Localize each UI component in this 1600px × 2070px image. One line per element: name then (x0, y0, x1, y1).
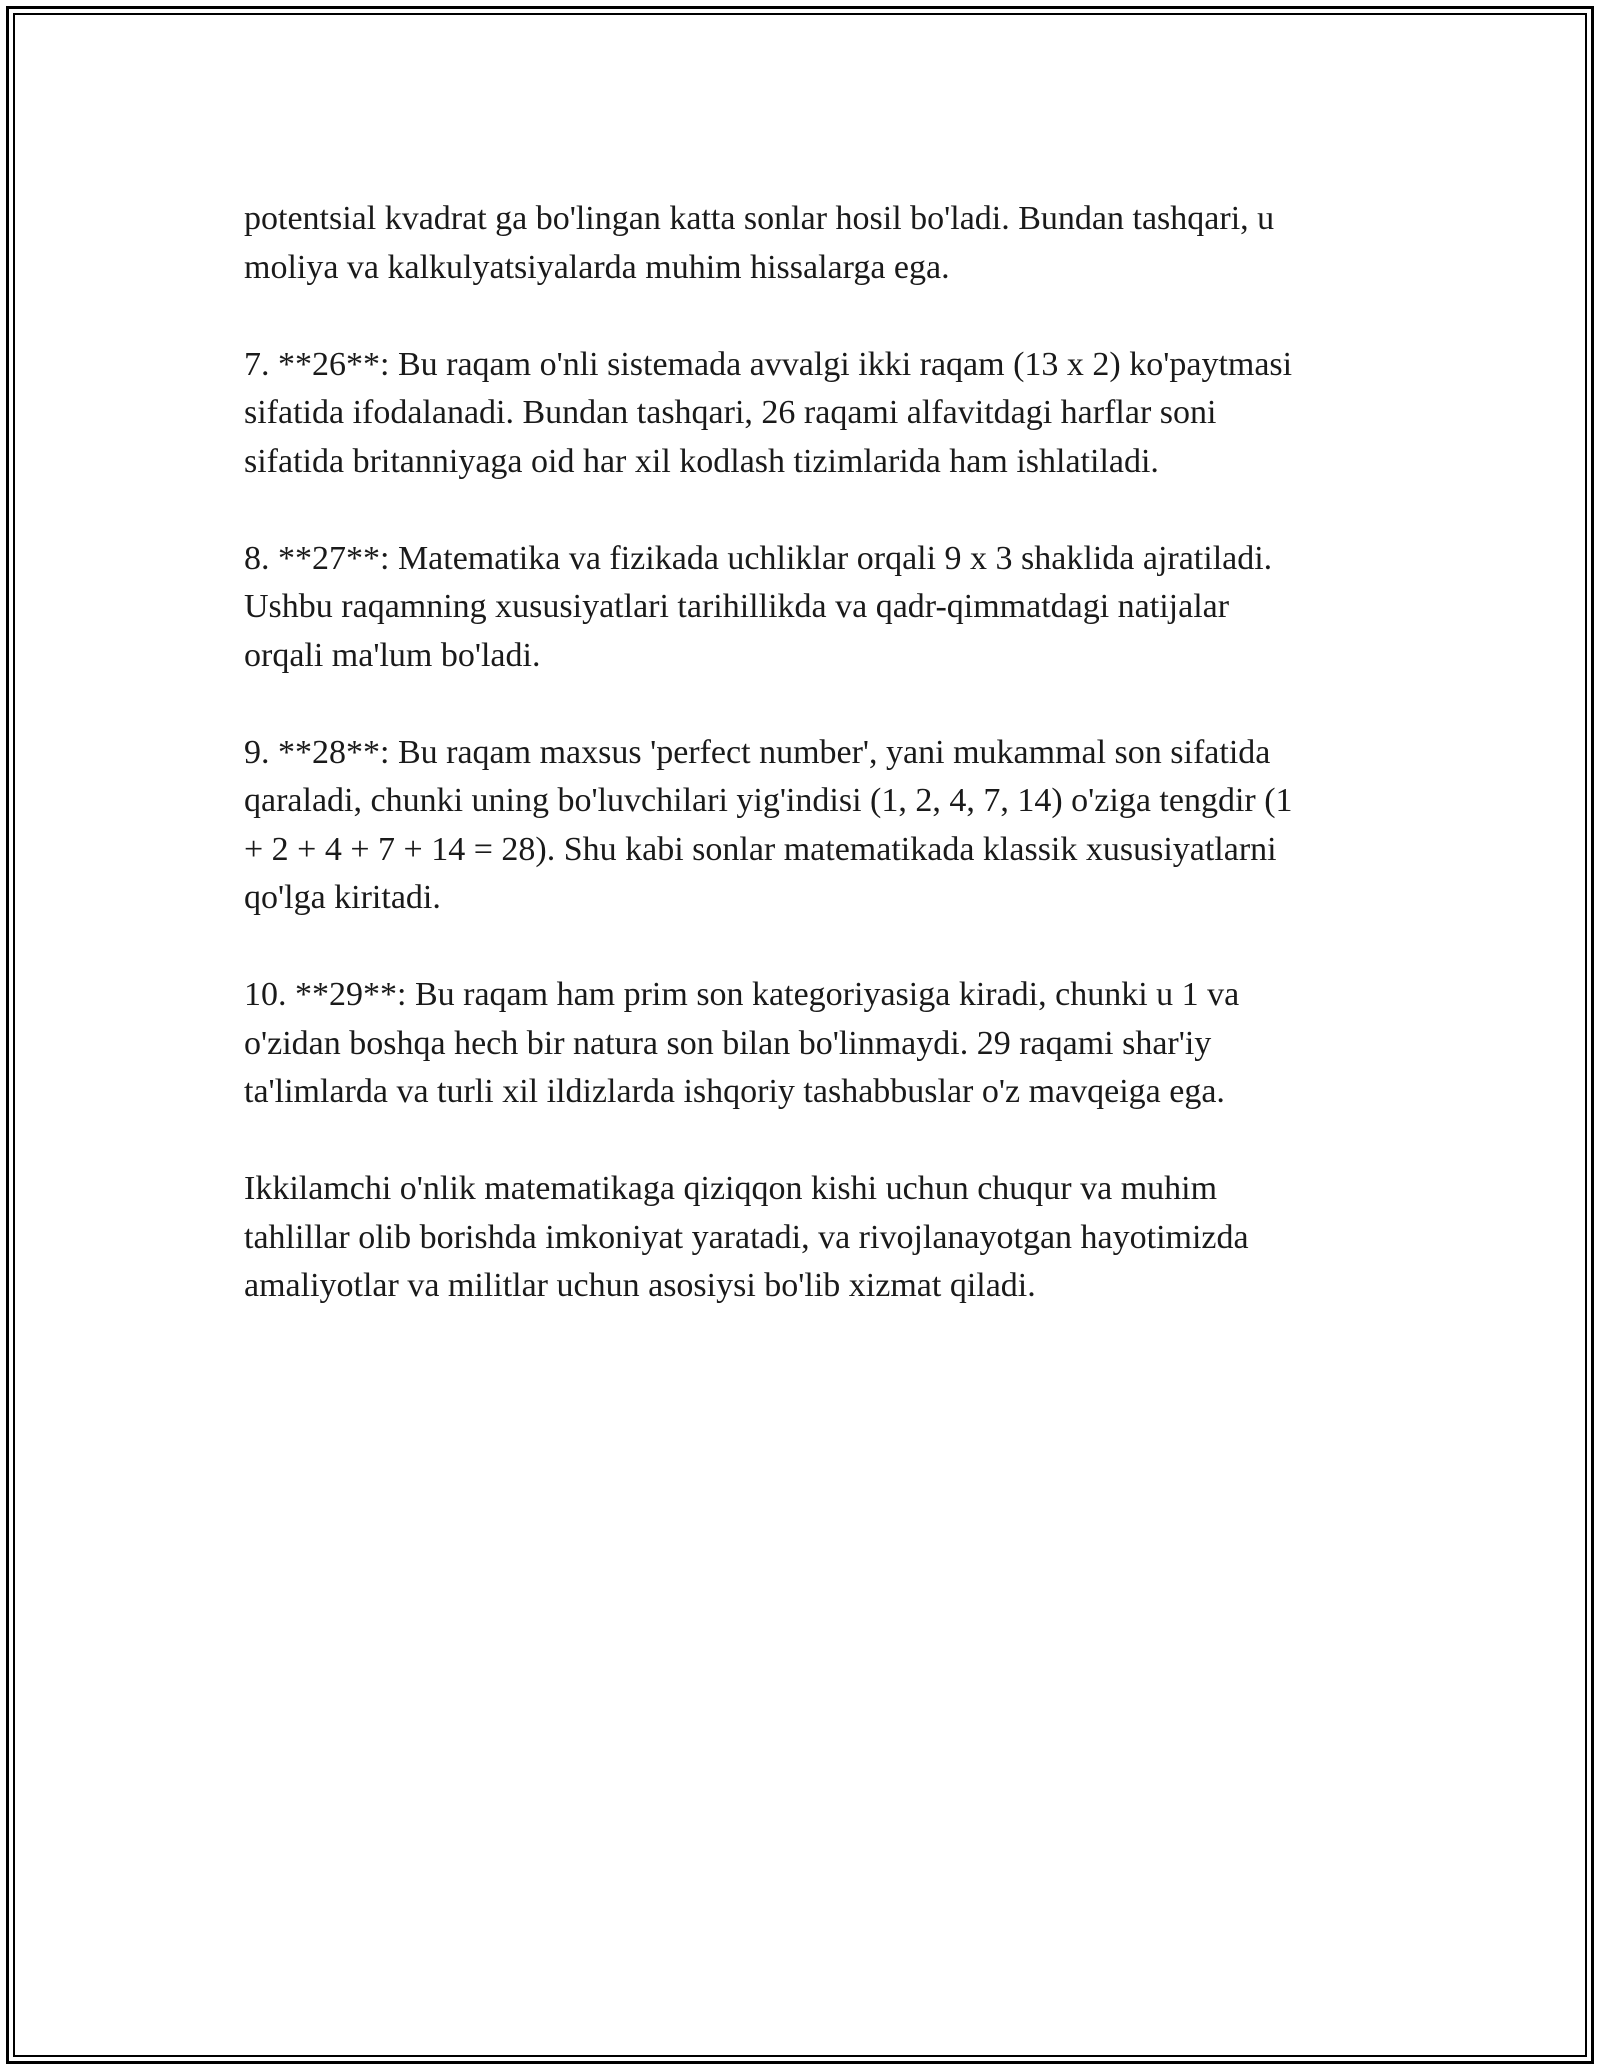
paragraph-item-10: 10. **29**: Bu raqam ham prim son kategoriyasiga kiradi, chunki u 1 va o'zidan boshqa hech bir natura son bilan bo'linmaydi. 29 raqami shar'iy ta'limlarda va turli xil ildizlarda ishqoriy tashabbuslar o'z mavqeiga ega. (244, 976, 1240, 1110)
paragraph-conclusion: Ikkilamchi o'nlik matematikaga qiziqqon kishi uchun chuqur va muhim tahlillar olib borishda imkoniyat yaratadi, va rivojlanayotgan hayotimizda amaliyotlar va militlar uchun asosiysi bo'lib xizmat qiladi. (244, 1170, 1249, 1304)
page-border (6, 6, 1594, 2064)
paragraph-continuation: potentsial kvadrat ga bo'lingan katta sonlar hosil bo'ladi. Bundan tashqari, u moliya va kalkulyatsiyalarda muhim hissalarga ega. (244, 200, 1275, 286)
paragraph-item-9: 9. **28**: Bu raqam maxsus 'perfect number', yani mukammal son sifatida qaraladi, chunki uning bo'luvchilari yig'indisi (1, 2, 4, 7, 14) o'ziga tengdir (1 + 2 + 4 + 7 + 14 = 28). Shu kabi sonlar matematikada klassik xususiyatlarni qo'lga kiritadi. (244, 733, 1293, 916)
document-body (244, 195, 1384, 1311)
paragraph-item-7: 7. **26**: Bu raqam o'nli sistemada avvalgi ikki raqam (13 x 2) ko'paytmasi sifatida ifodalanadi. Bundan tashqari, 26 raqami alfavitdagi harflar soni sifatida britanniyaga oid har xil kodlash tizimlarida ham ishlatiladi. (244, 345, 1293, 480)
paragraph-item-8: 8. **27**: Matematika va fizikada uchliklar orqali 9 x 3 shaklida ajratiladi. Ushbu raqamning xususiyatlari tarihillikda va qadr-qimmatdagi natijalar orqali ma'lum bo'ladi. (244, 539, 1273, 674)
